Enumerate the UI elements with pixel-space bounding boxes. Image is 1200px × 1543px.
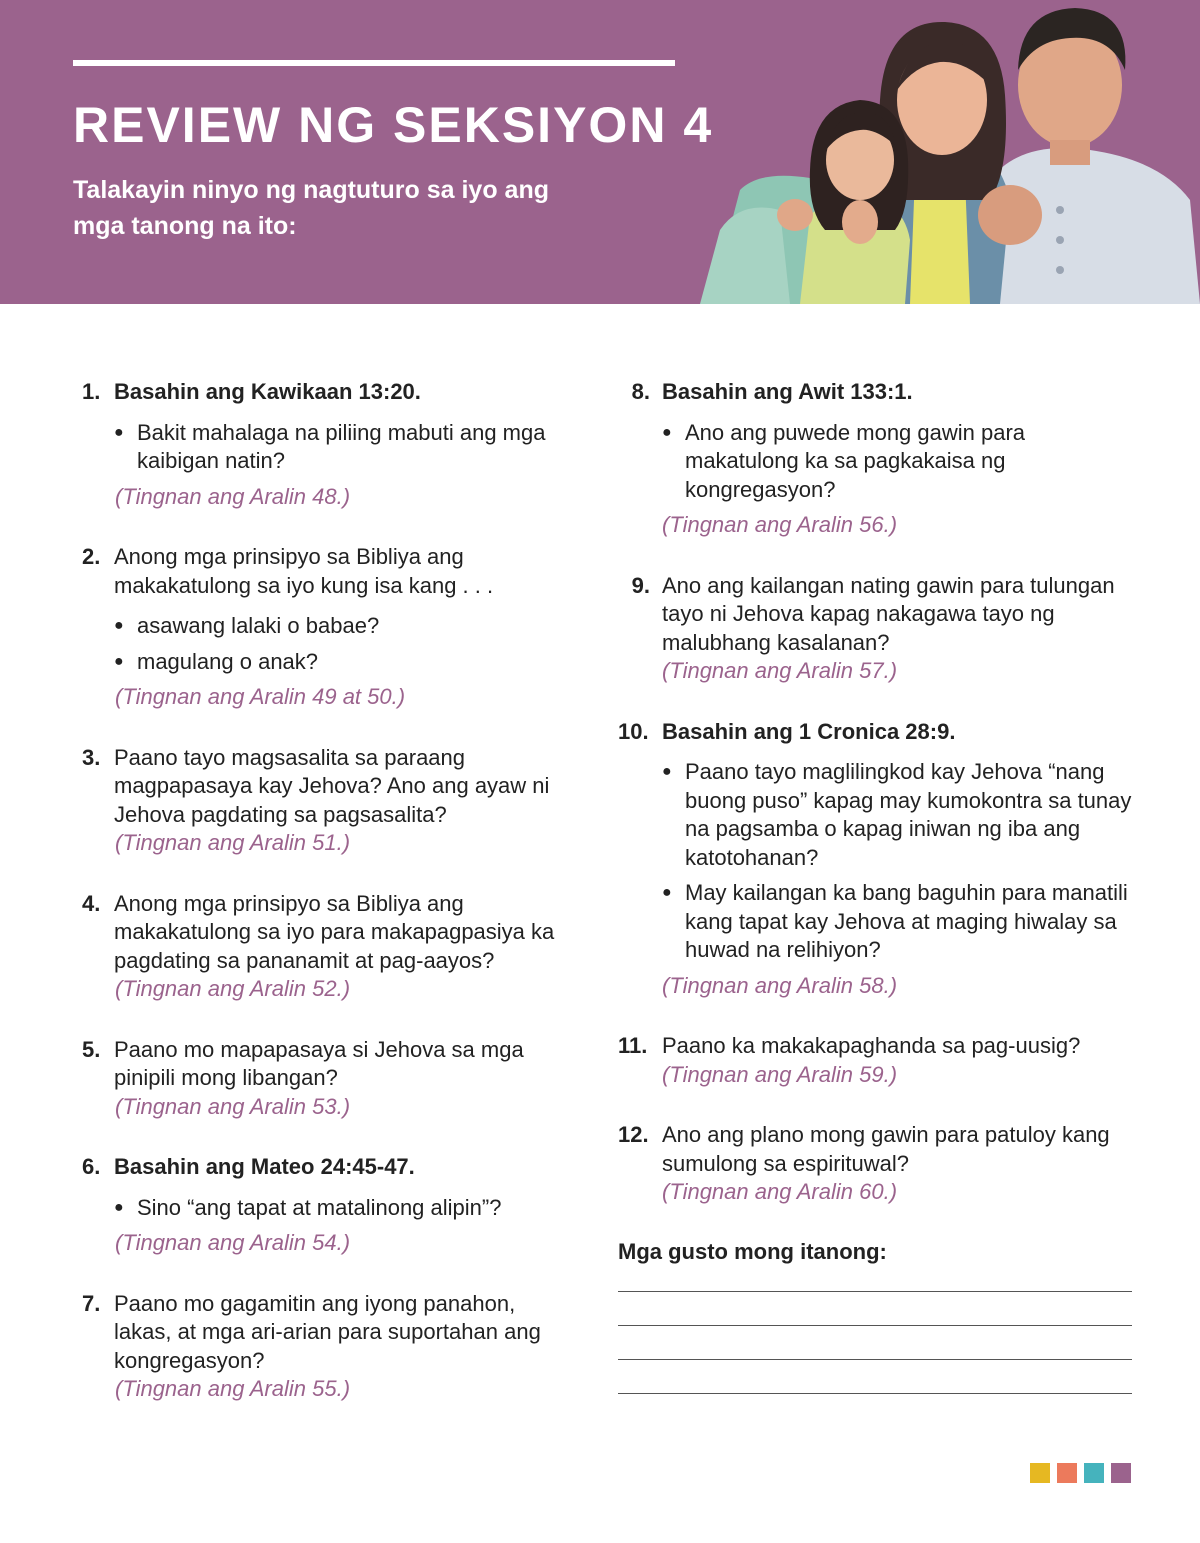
swatch-teal	[1084, 1463, 1104, 1483]
bullet-text: Paano tayo maglilingkod kay Jehova “nang buong puso” kapag may kumokontra sa tunay na pagsamba o kapag iniwan ng iba ang katotohanan?	[685, 759, 1132, 870]
bullet-icon: ●	[662, 884, 672, 901]
swatch-yellow	[1030, 1463, 1050, 1483]
question-8	[618, 378, 1138, 540]
question-4	[82, 890, 572, 1004]
question-text: Paano ka makakapaghanda sa pag-uusig?	[662, 1033, 1081, 1058]
bullet-icon: ●	[662, 763, 672, 780]
question-number: 3.	[82, 744, 101, 770]
lesson-reference: (Tingnan ang Aralin 53.)	[115, 1093, 351, 1119]
lesson-reference: (Tingnan ang Aralin 59.)	[662, 1061, 898, 1087]
header-banner	[0, 0, 1200, 304]
lesson-reference: (Tingnan ang Aralin 48.)	[115, 483, 351, 509]
note-line[interactable]	[618, 1359, 1132, 1360]
notes-title: Mga gusto mong itanong:	[618, 1238, 887, 1264]
lesson-reference: (Tingnan ang Aralin 57.)	[662, 658, 898, 683]
question-number: 6.	[82, 1154, 101, 1179]
questions-right-column	[618, 378, 1138, 1394]
question-number: 12.	[618, 1122, 649, 1147]
bullet-text: magulang o anak?	[137, 648, 319, 674]
question-number: 5.	[82, 1036, 101, 1062]
bullet-item	[82, 419, 572, 476]
questions-left-column	[82, 378, 572, 1436]
question-text: Basahin ang 1 Cronica 28:9.	[662, 718, 956, 744]
question-text: Ano ang kailangan nating gawin para tulungan tayo ni Jehova kapag nakagawa tayo ng malubhang kasalanan?	[662, 572, 1115, 655]
question-7	[82, 1290, 572, 1404]
lesson-reference: (Tingnan ang Aralin 49 at 50.)	[115, 684, 406, 709]
question-2	[82, 543, 572, 712]
lesson-reference: (Tingnan ang Aralin 58.)	[662, 972, 898, 998]
question-10	[618, 718, 1138, 1001]
note-line[interactable]	[618, 1291, 1132, 1292]
question-text: Basahin ang Mateo 24:45-47.	[114, 1154, 415, 1179]
bullet-icon: ●	[114, 423, 124, 441]
page-title: REVIEW NG SEKSIYON 4	[73, 97, 714, 153]
color-swatches	[1030, 1463, 1131, 1483]
lesson-reference: (Tingnan ang Aralin 52.)	[115, 976, 351, 1001]
question-text: Paano tayo magsasalita sa paraang magpapasaya kay Jehova? Ano ang ayaw ni Jehova pagdating sa pagsasalita?	[114, 744, 550, 827]
question-text: Ano ang plano mong gawin para patuloy kang sumulong sa espirituwal?	[662, 1122, 1110, 1176]
bullet-item	[82, 612, 572, 641]
question-1	[82, 378, 572, 511]
bullet-item	[618, 419, 1138, 505]
question-5	[82, 1036, 572, 1122]
question-number: 2.	[82, 544, 101, 569]
bullet-icon: ●	[114, 617, 124, 634]
question-text: Basahin ang Kawikaan 13:20.	[114, 379, 421, 404]
bullet-text: May kailangan ka bang baguhin para manatili kang tapat kay Jehova at maging hiwalay sa huwad na relihiyon?	[685, 880, 1128, 962]
bullet-item	[82, 1194, 572, 1223]
note-line[interactable]	[618, 1393, 1132, 1394]
question-number: 4.	[82, 890, 101, 916]
swatch-orange	[1057, 1463, 1077, 1483]
question-9	[618, 572, 1138, 686]
bullet-icon: ●	[662, 423, 672, 441]
lesson-reference: (Tingnan ang Aralin 54.)	[115, 1230, 351, 1255]
question-text: Anong mga prinsipyo sa Bibliya ang makakatulong sa iyo kung isa kang . . .	[114, 544, 494, 598]
lesson-reference: (Tingnan ang Aralin 51.)	[115, 830, 351, 855]
lesson-reference: (Tingnan ang Aralin 60.)	[662, 1179, 898, 1204]
bullet-text: Ano ang puwede mong gawin para makatulong ka sa pagkakaisa ng kongregasyon?	[685, 419, 1026, 502]
question-3	[82, 744, 572, 858]
bullet-icon: ●	[114, 652, 124, 670]
question-text: Paano mo gagamitin ang iyong panahon, lakas, at mga ari-arian para suportahan ang kongregasyon?	[114, 1290, 541, 1373]
lesson-reference: (Tingnan ang Aralin 55.)	[115, 1376, 351, 1401]
question-number: 10.	[618, 718, 649, 744]
praying-family-illustration	[700, 0, 1200, 304]
question-number: 8.	[631, 379, 650, 404]
note-line[interactable]	[618, 1325, 1132, 1326]
question-text: Basahin ang Awit 133:1.	[662, 379, 913, 404]
lesson-reference: (Tingnan ang Aralin 56.)	[662, 512, 898, 537]
question-text: Paano mo mapapasaya si Jehova sa mga pinipili mong libangan?	[114, 1036, 524, 1090]
header-rule	[73, 60, 675, 66]
bullet-item	[618, 879, 1138, 965]
question-6	[82, 1153, 572, 1258]
page-subtitle: Talakayin ninyo ng nagtuturo sa iyo ang mga tanong na ito:	[73, 176, 549, 240]
bullet-item	[82, 648, 572, 677]
question-number: 7.	[82, 1290, 101, 1316]
question-number: 11.	[618, 1033, 648, 1058]
bullet-text: Bakit mahalaga na piliing mabuti ang mga kaibigan natin?	[137, 419, 546, 473]
question-12	[618, 1121, 1138, 1207]
question-number: 1.	[82, 379, 101, 404]
bullet-text: Sino “ang tapat at matalinong alipin”?	[137, 1194, 502, 1220]
bullet-text: asawang lalaki o babae?	[137, 613, 380, 638]
bullet-item	[618, 758, 1138, 872]
bullet-icon: ●	[114, 1198, 124, 1216]
swatch-purple	[1111, 1463, 1131, 1483]
question-11	[618, 1032, 1138, 1089]
question-text: Anong mga prinsipyo sa Bibliya ang makakatulong sa iyo para makapagpasiya ka pagdating sa pananamit at pag-aayos?	[114, 890, 555, 973]
question-number: 9.	[631, 572, 650, 598]
